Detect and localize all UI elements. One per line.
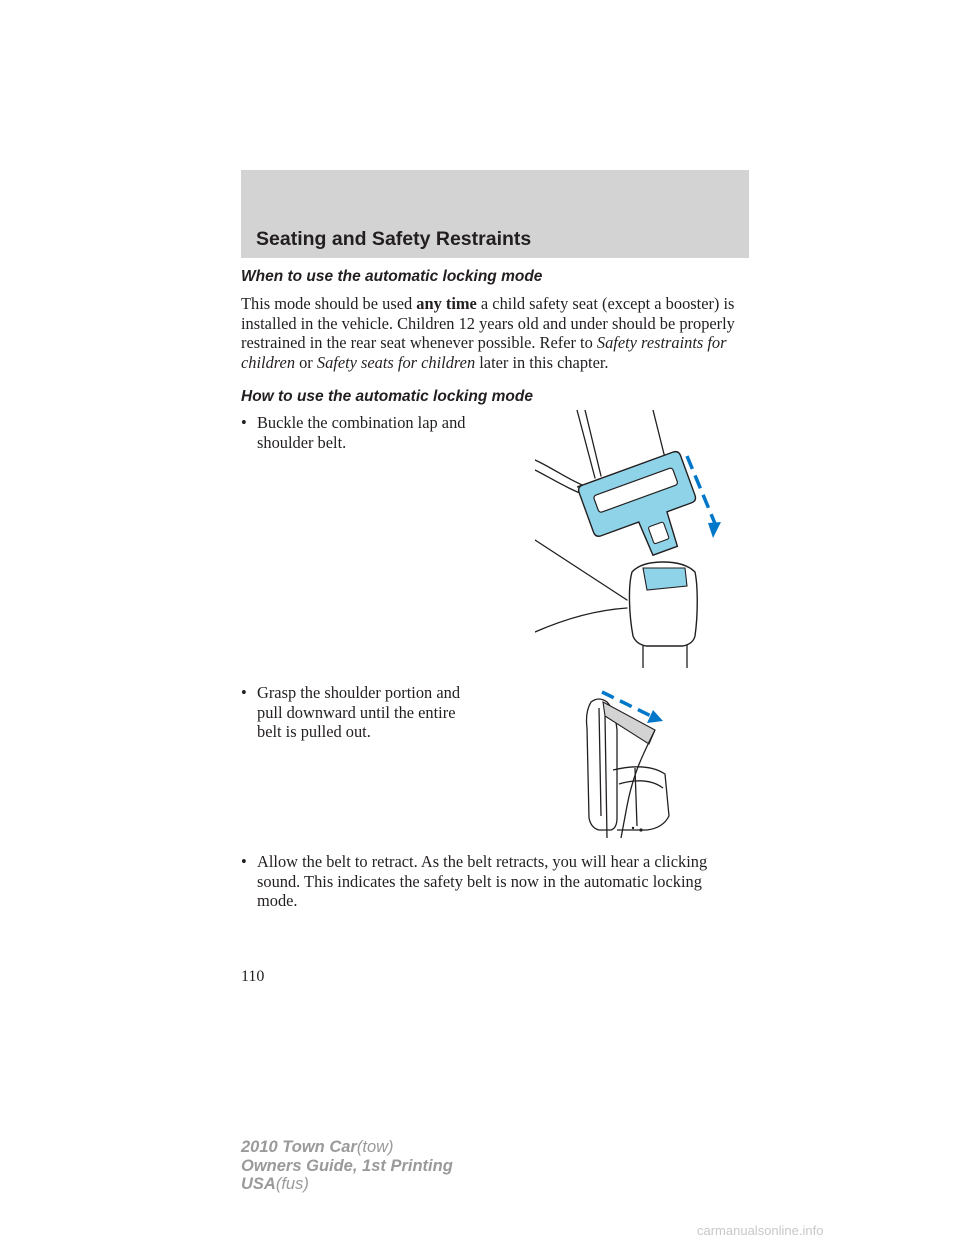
watermark: carmanualsonline.info [697, 1223, 824, 1238]
footer-region-code: (fus) [275, 1175, 309, 1193]
footer-model: 2010 Town Car [241, 1138, 357, 1156]
section-title: Seating and Safety Restraints [256, 228, 532, 250]
para-text: or [295, 352, 317, 372]
cross-reference: Safety seats for children [316, 352, 476, 372]
downward-arrow-icon [708, 522, 721, 538]
bullet-2-line-2: pull downward until the entire [257, 702, 456, 722]
footer-region: USA [241, 1175, 276, 1193]
cross-reference: Safety restraints for children [241, 333, 727, 372]
heading-when-to-use: When to use the automatic locking mode [241, 268, 543, 285]
para-text: This mode should be used [241, 294, 417, 313]
para-text: a child safety seat (except a booster) is installed in the vehicle. Children 12 years old and under should be properly restrained in the rear seat whenever possible. Refer to [241, 294, 735, 352]
paragraph-when-to-use [241, 294, 749, 372]
bullet-2-line-3: belt is pulled out. [257, 722, 371, 741]
page-number: 110 [241, 968, 265, 985]
para-text: later in this chapter. [475, 352, 609, 372]
document-footer [241, 1138, 453, 1194]
bullet-1-line-1: Buckle the combination lap and [257, 413, 466, 432]
bullet-1-line-2: shoulder belt. [257, 432, 347, 452]
bullet-3-line-3: mode. [257, 891, 298, 910]
bullet-2-line-1: Grasp the shoulder portion and [257, 683, 461, 702]
para-emphasis: any time [416, 294, 477, 313]
bullet-3-line-1: Allow the belt to retract. As the belt retracts, you will hear a clicking [257, 852, 708, 871]
seat-belt-pull-illustration [577, 688, 677, 848]
bullet-marker: • [241, 413, 247, 432]
bullet-marker: • [241, 852, 247, 871]
footer-edition: Owners Guide, 1st Printing [241, 1156, 453, 1175]
bullet-marker: • [241, 683, 247, 702]
footer-model-code: (tow) [356, 1138, 394, 1156]
bullet-3-line-2: sound. This indicates the safety belt is now in the automatic locking [257, 871, 702, 891]
heading-how-to-use: How to use the automatic locking mode [241, 388, 533, 405]
seatbelt-buckle-illustration [535, 410, 750, 668]
